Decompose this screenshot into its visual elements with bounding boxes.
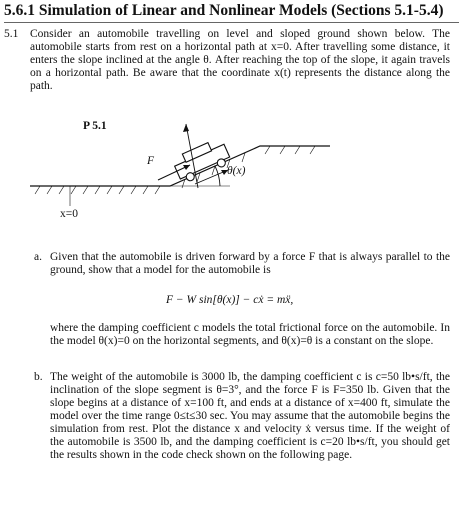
ground-hatching [35,146,315,194]
normal-arrowhead [183,124,189,132]
section-heading: 5.6.1 Simulation of Linear and Nonlinear Models (Sections 5.1-5.4) [4,2,444,19]
part-a-explanation: where the damping coefficient c models the total frictional force on the automobile. In the model θ(x)=0 on the horizontal segments, and θ(x)=θ is a constant on the slope. [50,322,450,347]
figure-p5-1 [30,108,330,230]
problem-number: 5.1 [4,28,19,40]
part-b-marker: b. [34,371,43,383]
origin-label: x=0 [60,208,78,220]
part-a-marker: a. [34,251,42,263]
problem-intro: Consider an automobile travelling on level and sloped ground shown below. The automobile starts from rest on a horizontal path at x=0. After travelling some distance, it enters the slope inclined at the angle θ. After reaching the top of the slope, it again travels on a horizontal path. Be aware that the coordinate x(t) represents the distance along the path. [30,28,450,92]
angle-arc [215,166,220,186]
car [171,137,232,185]
part-b-text: The weight of the automobile is 3000 lb, the damping coefficient c is c=50 lb•s/ft, the inclination of the slope segment is θ=3°, and the force F is F=350 lb. Given that the slope begins at a distance of x=100 ft, and ends at a distance of x=400 ft, simulate the model over the time range 0≤t≤30 sec. You may assume that the automobile begins the simulation from rest. Plot the distance x and velocity ẋ versus time. If the weight of the automobile is 3500 lb, and the damping coefficient is c=20 lb•s/ft, you should get the results shown in the code check shown on the following page. [50,371,450,461]
angle-label: θ(x) [227,165,246,177]
heading-divider [4,22,459,23]
model-equation: F − W sin[θ(x)] − cẋ = mẍ, [166,294,294,306]
part-a-text: Given that the automobile is driven forward by a force F that is always parallel to the ground, show that a model for the automobile is [50,251,450,276]
figure-title: P 5.1 [83,120,107,132]
force-label: F [147,155,155,167]
